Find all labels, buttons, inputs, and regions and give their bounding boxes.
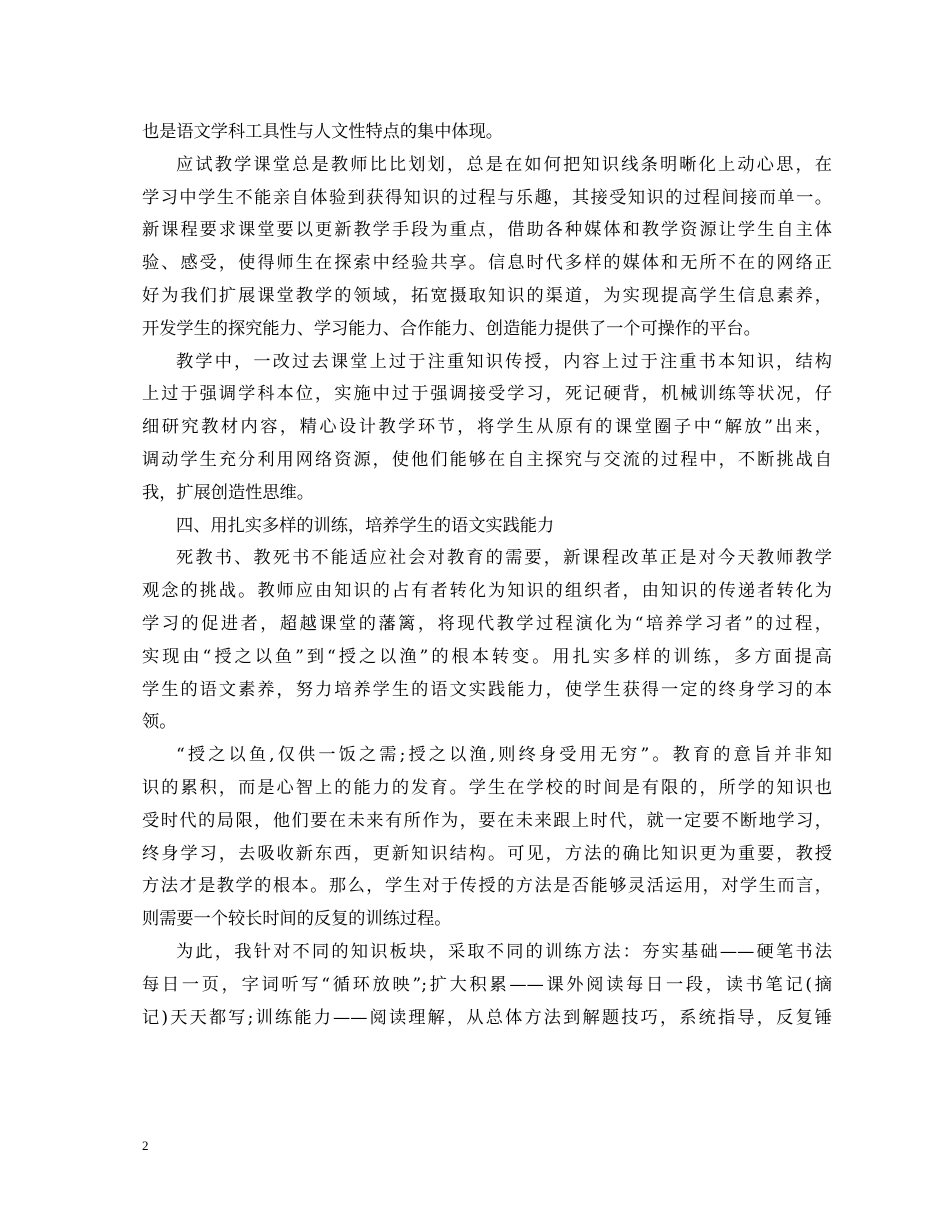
text-line: 记)天天都写;训练能力——阅读理解，从总体方法到解题技巧，系统指导，反复锤	[142, 1007, 832, 1028]
page-number: 2	[142, 1138, 149, 1153]
text-line: 应试教学课堂总是教师比比划划，总是在如何把知识线条明晰化上动心思，在	[176, 154, 832, 175]
text-line: 学习的促进者，超越课堂的藩篱，将现代教学过程演化为“培养学习者”的过程，	[142, 613, 832, 634]
text-line: 细研究教材内容，精心设计教学环节，将学生从原有的课堂圈子中“解放”出来，	[142, 417, 832, 438]
text-line: 方法才是教学的根本。那么，学生对于传授的方法是否能够灵活运用，对学生而言，	[142, 876, 832, 897]
text-line: 识的累积，而是心智上的能力的发育。学生在学校的时间是有限的，所学的知识也	[142, 777, 832, 798]
text-line: 调动学生充分利用网络资源，使他们能够在自主探究与交流的过程中，不断挑战自	[142, 449, 832, 470]
text-line: “授之以鱼,仅供一饭之需;授之以渔,则终身受用无穷”。教育的意旨并非知	[176, 745, 832, 766]
text-line: 受时代的局限，他们要在未来有所作为，要在未来跟上时代，就一定要不断地学习，	[142, 810, 832, 831]
text-line: 上过于强调学科本位，实施中过于强调接受学习，死记硬背，机械训练等状况，仔	[142, 384, 832, 405]
text-line: 我，扩展创造性思维。	[142, 482, 314, 503]
text-line: 死教书、教死书不能适应社会对教育的需要，新课程改革正是对今天教师教学	[176, 548, 832, 569]
text-line: 学习中学生不能亲自体验到获得知识的过程与乐趣，其接受知识的过程间接而单一。	[142, 187, 832, 208]
text-line: 观念的挑战。教师应由知识的占有者转化为知识的组织者，由知识的传递者转化为	[142, 581, 832, 602]
text-line: 学生的语文素养，努力培养学生的语文实践能力，使学生获得一定的终身学习的本	[142, 679, 832, 700]
text-line: 为此，我针对不同的知识板块，采取不同的训练方法：夯实基础——硬笔书法	[176, 941, 832, 962]
text-line: 新课程要求课堂要以更新教学手段为重点，借助各种媒体和教学资源让学生自主体	[142, 220, 832, 241]
document-body	[142, 116, 832, 1034]
text-line: 领。	[142, 712, 177, 733]
text-line: 终身学习，去吸收新东西，更新知识结构。可见，方法的确比知识更为重要，教授	[142, 843, 832, 864]
text-line: 每日一页，字词听写“循环放映”;扩大积累——课外阅读每日一段，读书笔记(摘	[142, 974, 832, 995]
text-line: 实现由“授之以鱼”到“授之以渔”的根本转变。用扎实多样的训练，多方面提高	[142, 646, 832, 667]
text-line: 开发学生的探究能力、学习能力、合作能力、创造能力提供了一个可操作的平台。	[142, 318, 761, 339]
text-line: 四、用扎实多样的训练，培养学生的语文实践能力	[176, 515, 555, 536]
text-line: 也是语文学科工具性与人文性特点的集中体现。	[142, 122, 503, 142]
text-line: 验、感受，使得师生在探索中经验共享。信息时代多样的媒体和无所不在的网络正	[142, 253, 832, 274]
text-line: 好为我们扩展课堂教学的领域，拓宽摄取知识的渠道，为实现提高学生信息素养，	[142, 285, 832, 306]
text-line: 教学中，一改过去课堂上过于注重知识传授，内容上过于注重书本知识，结构	[176, 351, 832, 372]
text-line: 则需要一个较长时间的反复的训练过程。	[142, 909, 452, 930]
